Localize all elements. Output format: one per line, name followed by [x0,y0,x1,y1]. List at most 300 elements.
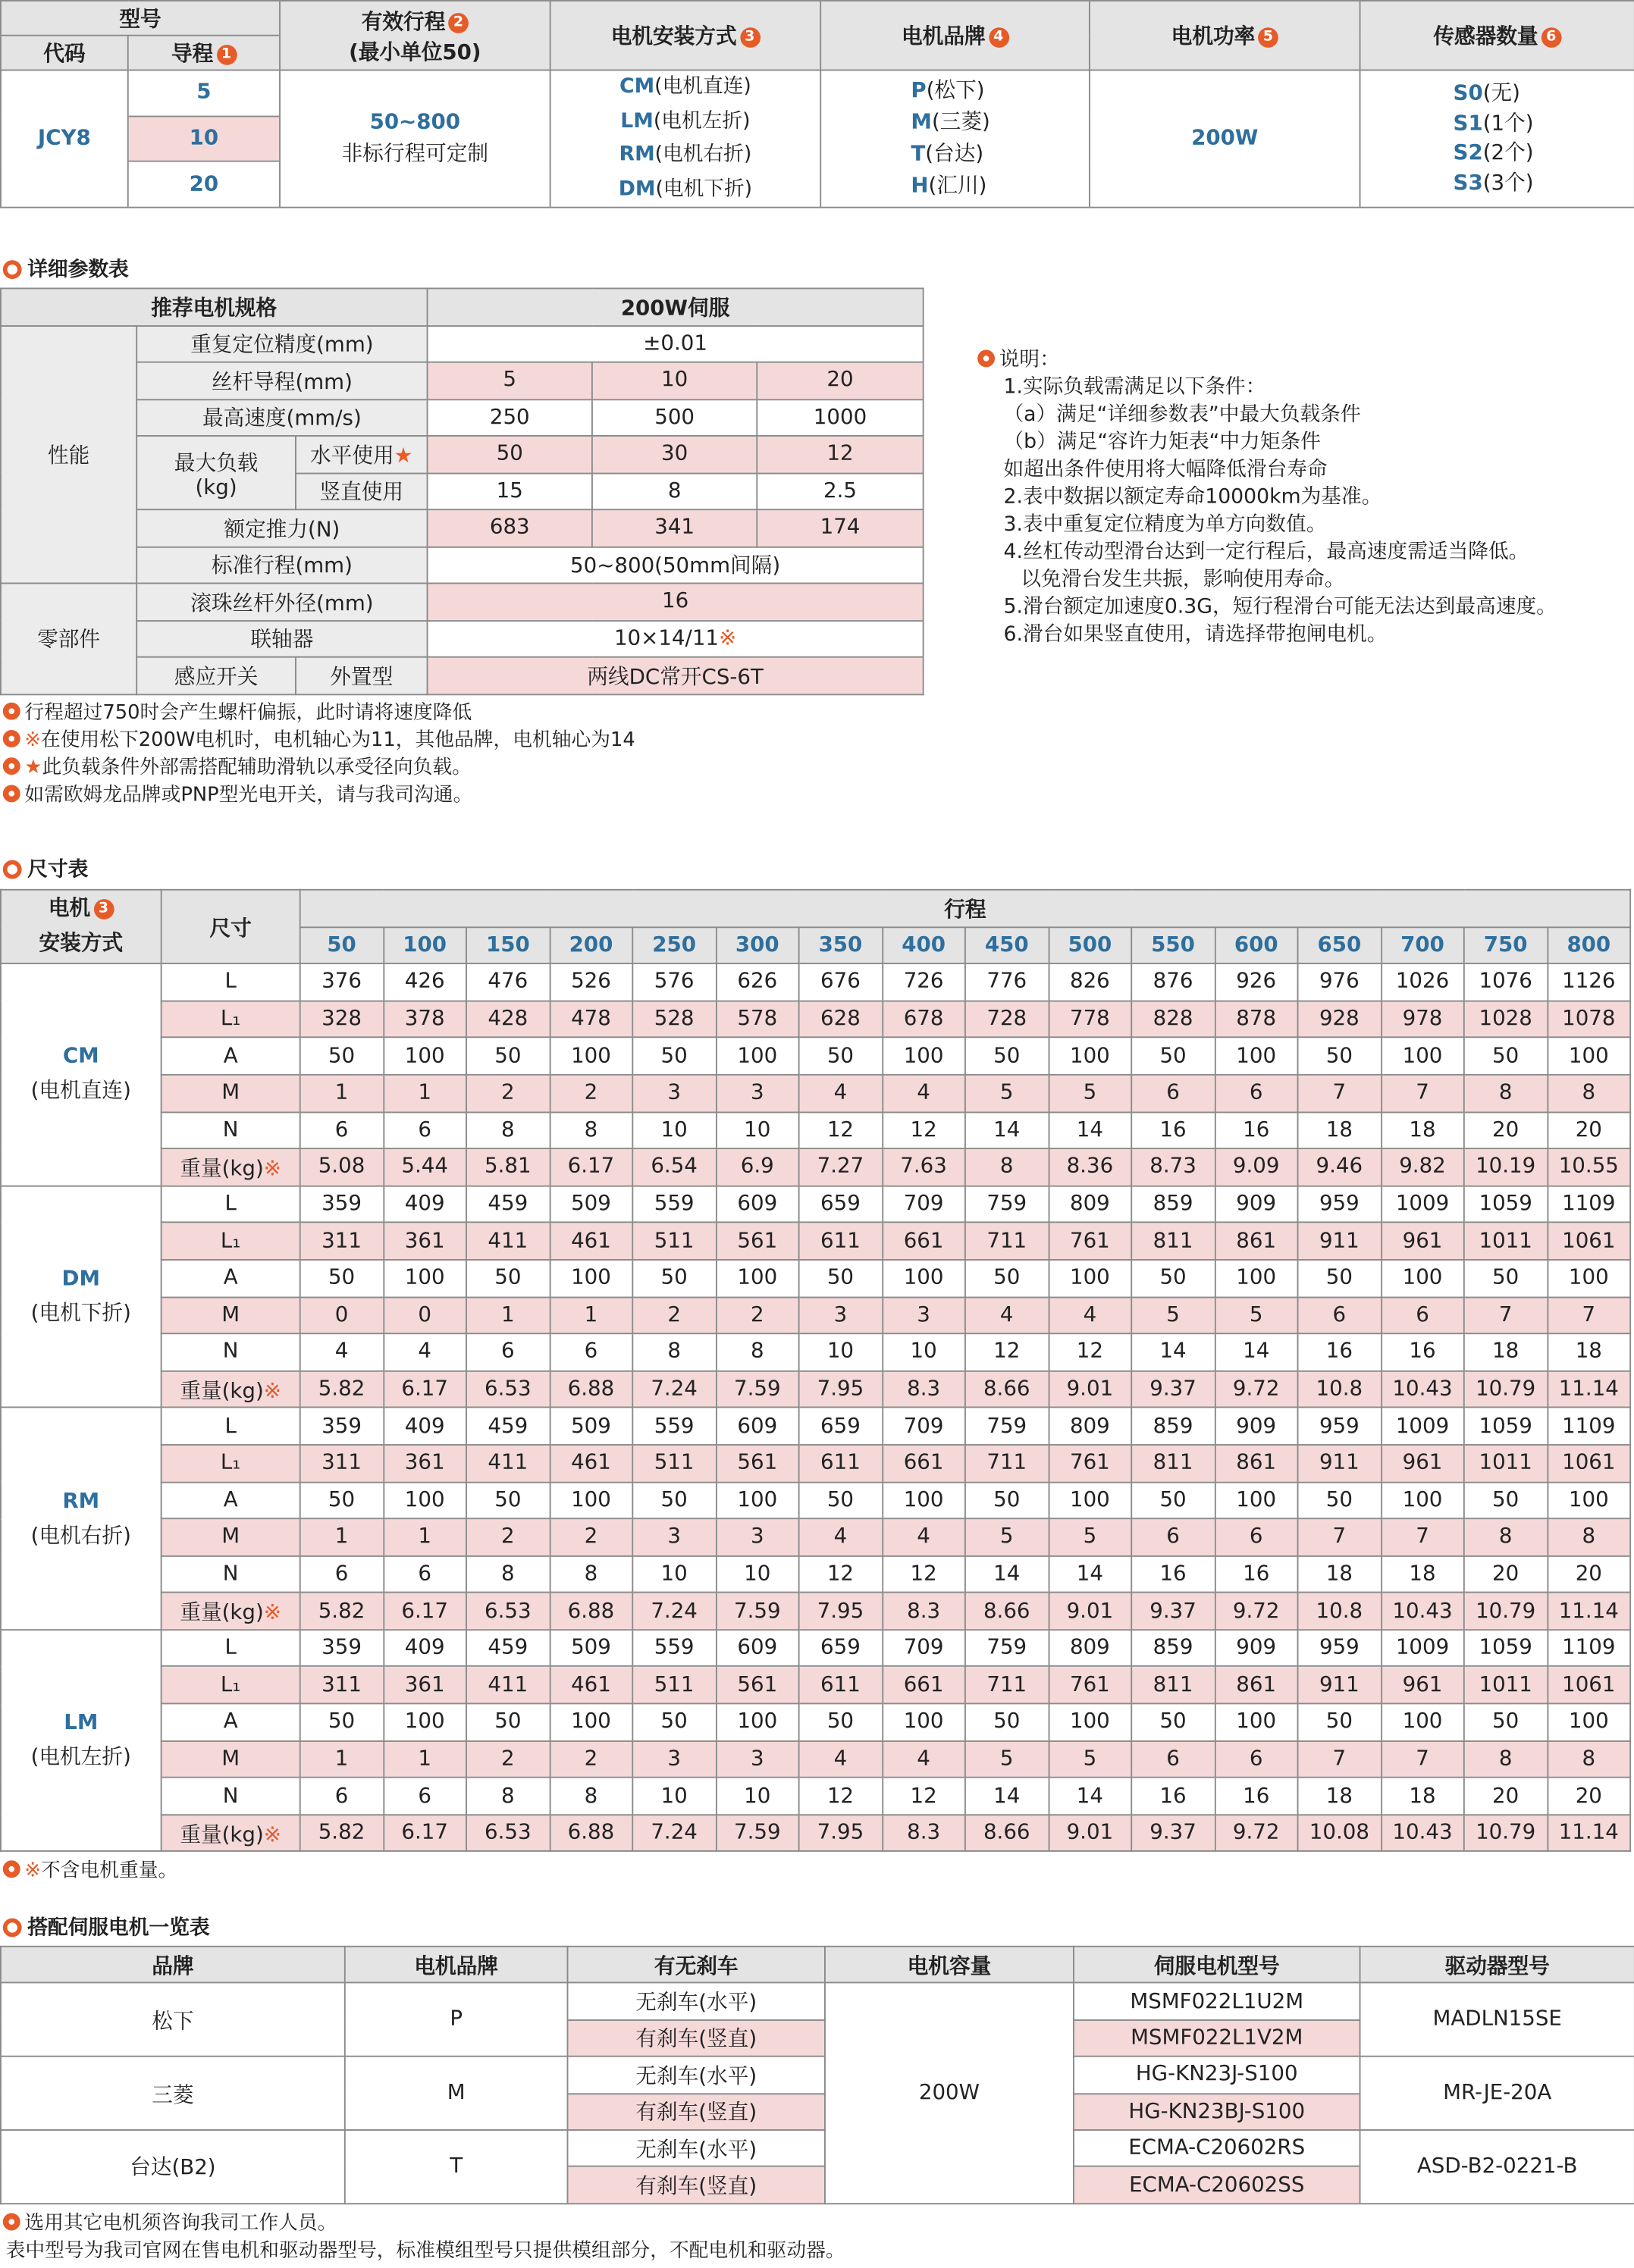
dims-cell: 1028 [1464,1001,1548,1038]
dims-cell: 5.82 [300,1815,384,1852]
dims-cell: 50 [1464,1260,1548,1297]
dims-row [1,1555,1630,1593]
dims-cell: 20 [1464,1112,1548,1149]
dims-row [1,1333,1630,1371]
section-bullet-icon [3,860,22,879]
header-code: 代码 [1,36,128,70]
cell: 12 [757,436,923,473]
dims-cell: 9.01 [1049,1371,1132,1408]
dims-cell: 100 [383,1038,466,1075]
dims-cell: 461 [550,1445,633,1482]
dims-cell: 4 [882,1518,965,1555]
dims-cell: 16 [1215,1555,1298,1593]
dims-cell: 6.88 [550,1371,633,1408]
brand-options: P(松下) M(三菱) T(台达) H(汇川) [820,70,1090,207]
dims-cell: 5.81 [466,1148,550,1186]
row-value: 16 [428,583,924,620]
dims-cell: 859 [1131,1630,1215,1667]
row-label: 滚珠丝杆外径(mm) [136,583,427,620]
dims-cell: 100 [1381,1260,1464,1297]
dims-cell: 978 [1381,1001,1464,1038]
dims-cell: 8.66 [965,1371,1049,1408]
row-value: 10×14/11※ [428,620,924,657]
explanation-box: 说明： 1.实际负载需满足以下条件： （a）满足“详细参数表”中最大负载条件 （b）满足“容许力矩表“中力矩条件 如超出条件使用将大幅降低滑台寿命 2.表中数据以额定寿命10000km为基准。 3.表中重复定位精度为单方向数值。 4.丝杠传动型滑台达到一定行程后，最高速度需适当降低。 以免滑台发生共振，影响使用寿命。 5.滑台额定加速度0.3G，短行程滑台可能无法达到最高速度。 6.滑台如果竖直使用，请选择带抱闸电机。 [977,347,1557,650]
dims-row-label: N [162,1112,300,1149]
dims-cell: 12 [965,1333,1049,1371]
dims-cell: 411 [466,1223,550,1260]
row-label: 重复定位精度(mm) [136,325,427,362]
dims-cell: 7.24 [632,1593,716,1630]
section-bullet-icon [3,259,22,278]
dims-row [1,1815,1630,1852]
dims-cell: 100 [383,1482,466,1519]
dims-cell: 6 [1381,1297,1464,1334]
cell: 10 [592,362,757,399]
cell: 683 [428,509,592,547]
dims-cell: 100 [1547,1704,1630,1741]
dims-cell: 659 [799,1408,883,1445]
dims-notes: ※不含电机重量。 [3,1857,177,1884]
servo-header: 电机容量 [825,1947,1074,1983]
dims-cell: 976 [1298,963,1382,1001]
dims-cell: 6 [550,1333,633,1371]
dims-cell: 6 [1131,1740,1215,1778]
dims-cell: 100 [550,1038,633,1075]
dims-cell: 10 [882,1333,965,1371]
mount-group: LM (电机左折) [1,1630,162,1852]
dims-cell: 2 [550,1518,633,1555]
dims-cell: 50 [799,1260,883,1297]
cell: 174 [757,509,923,547]
servo-notes: 选用其它电机须咨询我司工作人员。 表中型号为我司官网在售电机和驱动器型号，标准模组型号只提供模组部分，不配电机和驱动器。 [3,2210,845,2265]
brake-type: 无刹车(水平) [567,2130,824,2166]
servo-header: 品牌 [1,1947,345,1983]
dimension-table [0,889,1631,1853]
dims-cell: 10 [632,1778,716,1815]
row-label: 丝杆导程(mm) [136,362,427,399]
dims-row-label: M [162,1518,300,1555]
dims-cell: 6.17 [383,1815,466,1852]
row-value: 两线DC常开CS-6T [428,657,924,694]
bullet-icon [3,2213,20,2231]
dims-cell: 18 [1298,1555,1382,1593]
explain-line: （b）满足“容许力矩表“中力矩条件 [1003,431,1321,454]
dims-cell: 759 [965,1408,1049,1445]
dims-cell: 100 [1049,1704,1132,1741]
header-stroke: 有效行程 2 (最小单位50) [280,1,550,70]
dims-cell: 959 [1298,1408,1382,1445]
servo-header: 有无刹车 [567,1947,824,1983]
dims-cell: 14 [965,1778,1049,1815]
dims-cell: 8 [1547,1518,1630,1555]
mount-group: DM (电机下折) [1,1186,162,1408]
stroke-header: 600 [1215,927,1298,964]
dims-cell: 20 [1464,1555,1548,1593]
row-label: 最高速度(mm/s) [136,399,427,436]
dims-row-label: N [162,1778,300,1815]
dims-row-label: L [162,1408,300,1445]
dims-cell: 1109 [1547,1186,1630,1223]
dims-cell: 909 [1215,1630,1298,1667]
dims-cell: 761 [1049,1667,1132,1704]
dims-cell: 8 [1547,1075,1630,1112]
dims-cell: 16 [1131,1555,1215,1593]
power-value: 200W [1090,70,1360,207]
servo-header: 伺服电机型号 [1074,1947,1360,1983]
dims-cell: 9.37 [1131,1371,1215,1408]
dims-cell: 1 [383,1075,466,1112]
dims-cell: 100 [1547,1482,1630,1519]
dims-cell: 50 [632,1260,716,1297]
model-code-table [0,0,1634,208]
dims-cell: 611 [799,1223,883,1260]
dims-cell: 378 [383,1001,466,1038]
dims-cell: 311 [300,1667,384,1704]
dims-cell: 14 [965,1555,1049,1593]
dims-cell: 16 [1131,1778,1215,1815]
dims-cell: 828 [1131,1001,1215,1038]
dims-cell: 10 [632,1112,716,1149]
dims-cell: 6 [1131,1518,1215,1555]
dims-row [1,1593,1630,1630]
dims-cell: 7.63 [882,1148,965,1186]
dims-cell: 1126 [1547,963,1630,1001]
dims-cell: 50 [466,1482,550,1519]
dims-cell: 459 [466,1186,550,1223]
dims-cell: 909 [1215,1408,1298,1445]
cell: 1000 [757,399,923,436]
dims-cell: 559 [632,1630,716,1667]
dims-cell: 578 [716,1001,799,1038]
explain-line: 5.滑台额定加速度0.3G，短行程滑台可能无法达到最高速度。 [1003,595,1557,619]
dims-cell: 7.59 [716,1371,799,1408]
dims-cell: 8.36 [1049,1148,1132,1186]
dims-cell: 7 [1381,1518,1464,1555]
dims-row-label: A [162,1482,300,1519]
dims-cell: 100 [882,1704,965,1741]
dims-cell: 1078 [1547,1001,1630,1038]
dims-cell: 409 [383,1408,466,1445]
dims-cell: 8 [1464,1518,1548,1555]
row-value: 50~800(50mm间隔) [428,547,924,584]
dims-header-size: 尺寸 [162,890,300,964]
dims-cell: 18 [1547,1333,1630,1371]
dims-cell: 7.59 [716,1593,799,1630]
explain-line: 6.滑台如果竖直使用，请选择带抱闸电机。 [1003,622,1388,647]
dims-cell: 878 [1215,1001,1298,1038]
dims-cell: 5 [965,1518,1049,1555]
dims-cell: 826 [1049,963,1132,1001]
dims-row-label: M [162,1740,300,1778]
bullet-icon [3,757,20,775]
dims-cell: 8.3 [882,1371,965,1408]
dims-cell: 509 [550,1630,633,1667]
dims-cell: 661 [882,1223,965,1260]
dims-cell: 50 [1131,1704,1215,1741]
dims-cell: 6.53 [466,1371,550,1408]
dims-cell: 10.79 [1464,1593,1548,1630]
dims-cell: 6.17 [550,1148,633,1186]
stroke-header: 300 [716,927,799,964]
dims-cell: 6 [383,1778,466,1815]
bullet-icon [3,730,20,747]
dims-cell: 726 [882,963,965,1001]
dims-cell: 4 [1049,1297,1132,1334]
detail-notes: 行程超过750时会产生螺杆偏振，此时请将速度降低 ※在使用松下200W电机时，电机轴心为11，其他品牌，电机轴心为14 ★此负载条件外部需搭配辅助滑轨以承受径向负载。 如需欧姆龙品牌或PNP型光电开关，请与我司沟通。 [3,700,635,810]
dims-cell: 9.82 [1381,1148,1464,1186]
dims-cell: 10.8 [1298,1593,1382,1630]
dims-cell: 811 [1131,1667,1215,1704]
dims-cell: 18 [1464,1333,1548,1371]
dims-cell: 6.88 [550,1593,633,1630]
cell: 20 [757,362,923,399]
dims-cell: 10.43 [1381,1815,1464,1852]
dims-cell: 559 [632,1186,716,1223]
dims-cell: 100 [1049,1038,1132,1075]
dims-cell: 426 [383,963,466,1001]
dims-row-label: L₁ [162,1445,300,1482]
dims-row-label: 重量(kg)※ [162,1593,300,1630]
stroke-header: 200 [550,927,633,964]
stroke-header: 100 [383,927,466,964]
dims-cell: 50 [1298,1038,1382,1075]
dims-cell: 1061 [1547,1667,1630,1704]
dims-row [1,1667,1630,1704]
dims-cell: 328 [300,1001,384,1038]
brand-code: P [345,1983,568,2057]
dims-row-label: M [162,1075,300,1112]
dims-cell: 626 [716,963,799,1001]
brand-code: T [345,2130,568,2204]
dims-cell: 8.66 [965,1815,1049,1852]
stroke-header: 250 [632,927,716,964]
dims-cell: 14 [1049,1555,1132,1593]
dims-cell: 100 [716,1038,799,1075]
dims-cell: 100 [716,1704,799,1741]
dims-cell: 100 [1215,1704,1298,1741]
dims-cell: 459 [466,1630,550,1667]
stroke-header: 550 [1131,927,1215,964]
dims-row-label: A [162,1038,300,1075]
dims-cell: 50 [1464,1482,1548,1519]
dims-cell: 8.73 [1131,1148,1215,1186]
dims-cell: 3 [716,1075,799,1112]
dims-cell: 7.95 [799,1593,883,1630]
dims-cell: 361 [383,1223,466,1260]
dims-cell: 511 [632,1667,716,1704]
dims-row-label: A [162,1260,300,1297]
row-label: 感应开关 [136,657,296,694]
mount-group: RM (电机右折) [1,1408,162,1630]
row-label: 联轴器 [136,620,427,657]
dims-cell: 611 [799,1667,883,1704]
dims-cell: 14 [965,1112,1049,1149]
dims-cell: 611 [799,1445,883,1482]
dims-cell: 561 [716,1667,799,1704]
dims-row [1,1371,1630,1408]
cell: 8 [592,473,757,510]
dims-cell: 1009 [1381,1630,1464,1667]
explain-line: 2.表中数据以额定寿命10000km为基准。 [1003,485,1382,509]
dims-cell: 7 [1464,1297,1548,1334]
dims-cell: 50 [1298,1260,1382,1297]
dims-cell: 1059 [1464,1186,1548,1223]
dims-cell: 661 [882,1667,965,1704]
dims-cell: 928 [1298,1001,1382,1038]
dims-cell: 5 [965,1075,1049,1112]
brand-code: M [345,2057,568,2130]
dims-cell: 678 [882,1001,965,1038]
dims-row [1,1445,1630,1482]
dims-cell: 809 [1049,1186,1132,1223]
dims-cell: 2 [550,1075,633,1112]
cell: 15 [428,473,592,510]
explain-line: 4.丝杠传动型滑台达到一定行程后，最高速度需适当降低。 [1003,540,1529,564]
dims-cell: 50 [965,1482,1049,1519]
brand-name: 三菱 [1,2057,345,2130]
dims-cell: 100 [383,1704,466,1741]
dims-cell: 811 [1131,1445,1215,1482]
servo-header: 电机品牌 [345,1947,568,1983]
dims-cell: 961 [1381,1223,1464,1260]
dims-cell: 16 [1298,1333,1382,1371]
dims-cell: 461 [550,1667,633,1704]
driver-model: ASD-B2-0221-B [1360,2130,1634,2204]
dims-cell: 859 [1131,1186,1215,1223]
cell: 5 [428,362,592,399]
dims-cell: 6 [300,1778,384,1815]
dims-cell: 1 [383,1740,466,1778]
dims-cell: 100 [882,1482,965,1519]
dims-cell: 1 [300,1075,384,1112]
dims-cell: 6.88 [550,1815,633,1852]
dims-row-label: M [162,1297,300,1334]
dims-cell: 12 [799,1778,883,1815]
dims-cell: 1076 [1464,963,1548,1001]
bullet-icon [3,785,20,803]
mount-options: CM(电机直连) LM(电机左折) RM(电机右折) DM(电机下折) [550,70,821,207]
dims-cell: 4 [300,1333,384,1371]
row-label: 标准行程(mm) [136,547,427,584]
dims-cell: 359 [300,1186,384,1223]
dims-cell: 0 [383,1297,466,1334]
row-value: ±0.01 [428,325,924,362]
dims-cell: 509 [550,1408,633,1445]
dims-cell: 14 [1131,1333,1215,1371]
dims-cell: 10.79 [1464,1815,1548,1852]
dims-cell: 7.59 [716,1815,799,1852]
dims-cell: 9.72 [1215,1593,1298,1630]
dims-row-label: 重量(kg)※ [162,1148,300,1186]
dims-cell: 8.3 [882,1593,965,1630]
dims-cell: 20 [1547,1555,1630,1593]
dims-cell: 9.37 [1131,1593,1215,1630]
dims-cell: 4 [965,1297,1049,1334]
dims-cell: 50 [466,1260,550,1297]
dims-cell: 6.53 [466,1815,550,1852]
servo-model: HG-KN23BJ-S100 [1074,2093,1360,2129]
dims-cell: 8.3 [882,1815,965,1852]
header-model: 型号 [1,1,280,36]
lead-option: 20 [128,161,280,207]
dims-cell: 6 [300,1555,384,1593]
dims-cell: 11.14 [1547,1593,1630,1630]
dims-cell: 876 [1131,963,1215,1001]
dims-row-label: L₁ [162,1223,300,1260]
dims-row [1,1482,1630,1519]
lead-option: 10 [128,116,280,161]
dims-cell: 100 [550,1482,633,1519]
dims-cell: 12 [882,1555,965,1593]
dims-cell: 911 [1298,1667,1382,1704]
dims-cell: 1061 [1547,1445,1630,1482]
dims-row-label: L [162,1630,300,1667]
dims-header-stroke: 行程 [300,890,1630,927]
stroke-header: 150 [466,927,550,964]
dims-cell: 9.72 [1215,1815,1298,1852]
dims-cell: 10.08 [1298,1815,1382,1852]
dims-cell: 14 [1215,1333,1298,1371]
dims-cell: 811 [1131,1223,1215,1260]
dims-cell: 7.95 [799,1371,883,1408]
section-detail-title: 详细参数表 [3,255,129,284]
dims-cell: 50 [965,1038,1049,1075]
brake-type: 无刹车(水平) [567,2057,824,2093]
cell: 30 [592,436,757,473]
dims-cell: 5 [1049,1518,1132,1555]
dims-cell: 926 [1215,963,1298,1001]
dims-cell: 0 [300,1297,384,1334]
dims-cell: 100 [1215,1482,1298,1519]
dims-cell: 50 [1131,1260,1215,1297]
dims-cell: 5.44 [383,1148,466,1186]
dims-row [1,1223,1630,1260]
dims-row-label: L₁ [162,1667,300,1704]
stroke-header: 650 [1298,927,1382,964]
dims-cell: 761 [1049,1223,1132,1260]
dims-cell: 628 [799,1001,883,1038]
dims-cell: 6.53 [466,1593,550,1630]
servo-model: HG-KN23J-S100 [1074,2057,1360,2093]
dims-cell: 859 [1131,1408,1215,1445]
dims-cell: 9.09 [1215,1148,1298,1186]
dims-cell: 11.14 [1547,1815,1630,1852]
dims-cell: 6.17 [383,1371,466,1408]
model-code: JCY8 [1,70,128,207]
dims-cell: 911 [1298,1445,1382,1482]
dims-cell: 3 [716,1518,799,1555]
dims-cell: 8 [716,1333,799,1371]
dims-cell: 18 [1381,1112,1464,1149]
load-label: 最大负载 (kg) [136,436,296,509]
dims-cell: 1 [550,1297,633,1334]
dims-cell: 7 [1298,1518,1382,1555]
dims-cell: 100 [716,1260,799,1297]
dims-row [1,1260,1630,1297]
brake-type: 无刹车(水平) [567,1983,824,2019]
dims-cell: 528 [632,1001,716,1038]
dims-cell: 4 [799,1740,883,1778]
dims-cell: 1 [466,1297,550,1334]
dims-cell: 12 [882,1112,965,1149]
dims-cell: 809 [1049,1408,1132,1445]
dims-cell: 1009 [1381,1408,1464,1445]
dims-cell: 100 [882,1038,965,1075]
dims-cell: 12 [882,1778,965,1815]
dims-cell: 959 [1298,1630,1382,1667]
servo-model: ECMA-C20602RS [1074,2130,1360,2166]
dims-cell: 6 [1298,1297,1382,1334]
